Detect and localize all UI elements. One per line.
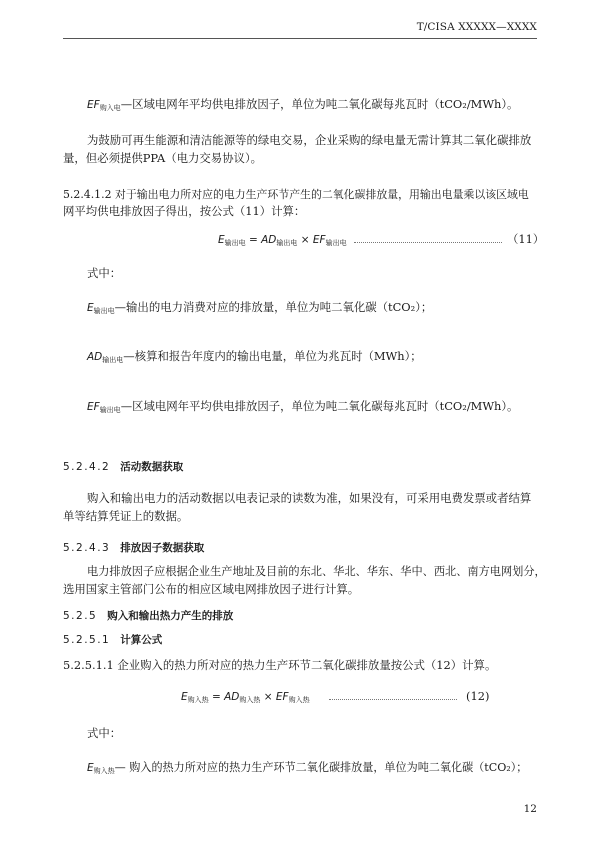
definition-e-purchased-heat: E购入热— 购入的热力所对应的热力生产环节二氧化碳排放量，单位为吨二氧化碳（tCO₂）； (87, 761, 528, 775)
definition-ad-output: AD输出电—核算和报告年度内的输出电量，单位为兆瓦时（MWh）； (87, 349, 422, 364)
where-label-2: 式中： (87, 726, 122, 740)
page-number: 12 (523, 803, 537, 815)
definition-e-output: E输出电—输出的电力消费对应的排放量，单位为吨二氧化碳（tCO₂）； (87, 300, 433, 315)
emission-factor-line2: 选用国家主管部门公布的相应区域电网排放因子进行计算。 (63, 582, 360, 596)
symbol: EF购入电 (87, 99, 121, 112)
formula-leader-dots (329, 691, 457, 700)
green-power-note-line1: 为鼓励可再生能源和清洁能源等的绿电交易，企业采购的绿电量无需计算其二氧化碳排放 (87, 133, 532, 147)
definition-ef-output: EF输出电—区域电网年平均供电排放因子，单位为吨二氧化碳每兆瓦时（tCO₂/MWh）。 (87, 399, 519, 414)
formula-leader-dots (354, 234, 502, 243)
formula-11-number: （11） (507, 232, 545, 246)
formula-11: E输出电 = AD输出电 × EF输出电 (218, 231, 502, 250)
section-heading-5-2-5-1: 5.2.5.1 计算公式 (63, 634, 163, 646)
green-power-note-line2: 量，但必须提供PPA（电力交易协议）。 (63, 151, 263, 165)
clause-5-2-5-1-1: 5.2.5.1.1 企业购入的热力所对应的热力生产环节二氧化碳排放量按公式（12）计算。 (63, 658, 497, 672)
header-rule (63, 38, 537, 39)
section-heading-5-2-4-3: 5.2.4.3 排放因子数据获取 (63, 542, 205, 554)
formula-12: E购入热 = AD购入热 × EF购入热 (181, 688, 457, 707)
standard-code: T/CISA XXXXX—XXXX (416, 21, 537, 33)
clause-5-2-4-1-2-line2: 网平均供电排放因子得出，按公式（11）计算： (63, 204, 306, 218)
definition-text: —区域电网年平均供电排放因子，单位为吨二氧化碳每兆瓦时（tCO₂/MWh）。 (120, 97, 519, 111)
emission-factor-line1: 电力排放因子应根据企业生产地址及目前的东北、华北、华东、华中、西北、南方电网划分， (87, 565, 546, 578)
section-heading-5-2-4-2: 5.2.4.2 活动数据获取 (63, 461, 184, 473)
formula-12-number: (12) (466, 689, 490, 703)
definition-ef-purchased (87, 96, 518, 115)
where-label: 式中： (87, 266, 122, 280)
clause-5-2-4-1-2-line1: 5.2.4.1.2 对于输出电力所对应的电力生产环节产生的二氧化碳排放量，用输出电量乘以该区域电 (63, 188, 529, 201)
section-heading-5-2-5: 5.2.5 购入和输出热力产生的排放 (63, 610, 234, 622)
activity-data-line2: 单等结算凭证上的数据。 (63, 509, 189, 523)
activity-data-line1: 购入和输出电力的活动数据以电表记录的读数为准，如果没有，可采用电费发票或者结算 (87, 491, 532, 505)
